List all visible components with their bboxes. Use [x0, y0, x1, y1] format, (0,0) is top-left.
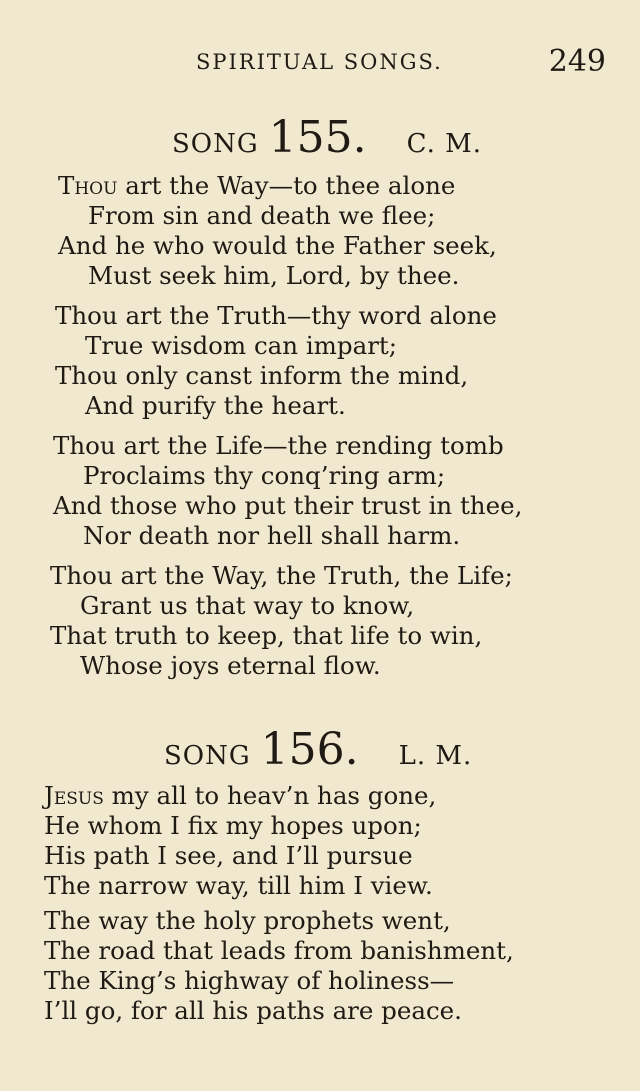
song-156-stanza-1: [0, 781, 640, 901]
song-meter: L. M.: [398, 741, 473, 771]
song-155-stanza-3: [0, 431, 640, 551]
verse-line: Whose joys eternal flow.: [80, 651, 381, 680]
verse-line: That truth to keep, that life to win,: [50, 621, 483, 650]
verse-line: And those who put their trust in thee,: [53, 491, 523, 520]
verse-line: The King’s highway of holiness—: [44, 966, 455, 995]
song-155-stanza-2: [0, 301, 640, 421]
verse-line: And purify the heart.: [85, 391, 346, 420]
verse-lead-word: Jesus: [44, 781, 104, 810]
verse-line: Nor death nor hell shall harm.: [83, 521, 461, 550]
verse-line: The road that leads from banishment,: [44, 936, 514, 965]
verse-text: my all to heav’n has gone,: [103, 781, 437, 810]
song-155-stanza-4: [0, 561, 640, 681]
song-156-heading: [0, 724, 640, 775]
song-number: 156.: [260, 724, 359, 775]
song-label: SONG: [164, 741, 251, 771]
verse-line: His path I see, and I’ll pursue: [44, 841, 413, 870]
verse-line: I’ll go, for all his paths are peace.: [44, 996, 462, 1025]
verse-line: Must seek him, Lord, by thee.: [88, 261, 460, 290]
song-label: SONG: [172, 129, 259, 159]
verse-line: Thou art the Truth—thy word alone: [55, 301, 497, 330]
verse-line: Proclaims thy conq’ring arm;: [83, 461, 446, 490]
song-155-stanza-1: [0, 171, 640, 291]
verse-line: True wisdom can impart;: [85, 331, 398, 360]
song-155-heading: [0, 112, 640, 163]
song-number: 155.: [268, 112, 367, 163]
verse-line: [58, 171, 640, 201]
verse-text: art the Way—to thee alone: [117, 171, 456, 200]
verse-line: From sin and death we flee;: [88, 201, 436, 230]
verse-line: Thou art the Way, the Truth, the Life;: [50, 561, 513, 590]
verse-line: The narrow way, till him I view.: [44, 871, 433, 900]
running-title: SPIRITUAL SONGS.: [196, 50, 443, 74]
verse-line: The way the holy prophets went,: [44, 906, 451, 935]
song-meter: C. M.: [406, 129, 483, 159]
verse-line: Thou art the Life—the rending tomb: [53, 431, 504, 460]
verse-lead-word: Thou: [58, 171, 118, 200]
verse-line: Thou only canst inform the mind,: [55, 361, 469, 390]
verse-line: Grant us that way to know,: [80, 591, 415, 620]
verse-line: [44, 781, 640, 811]
verse-line: And he who would the Father seek,: [58, 231, 497, 260]
page-number: 249: [548, 44, 606, 79]
verse-line: He whom I fix my hopes upon;: [44, 811, 422, 840]
song-156-stanza-2: [0, 906, 640, 1026]
